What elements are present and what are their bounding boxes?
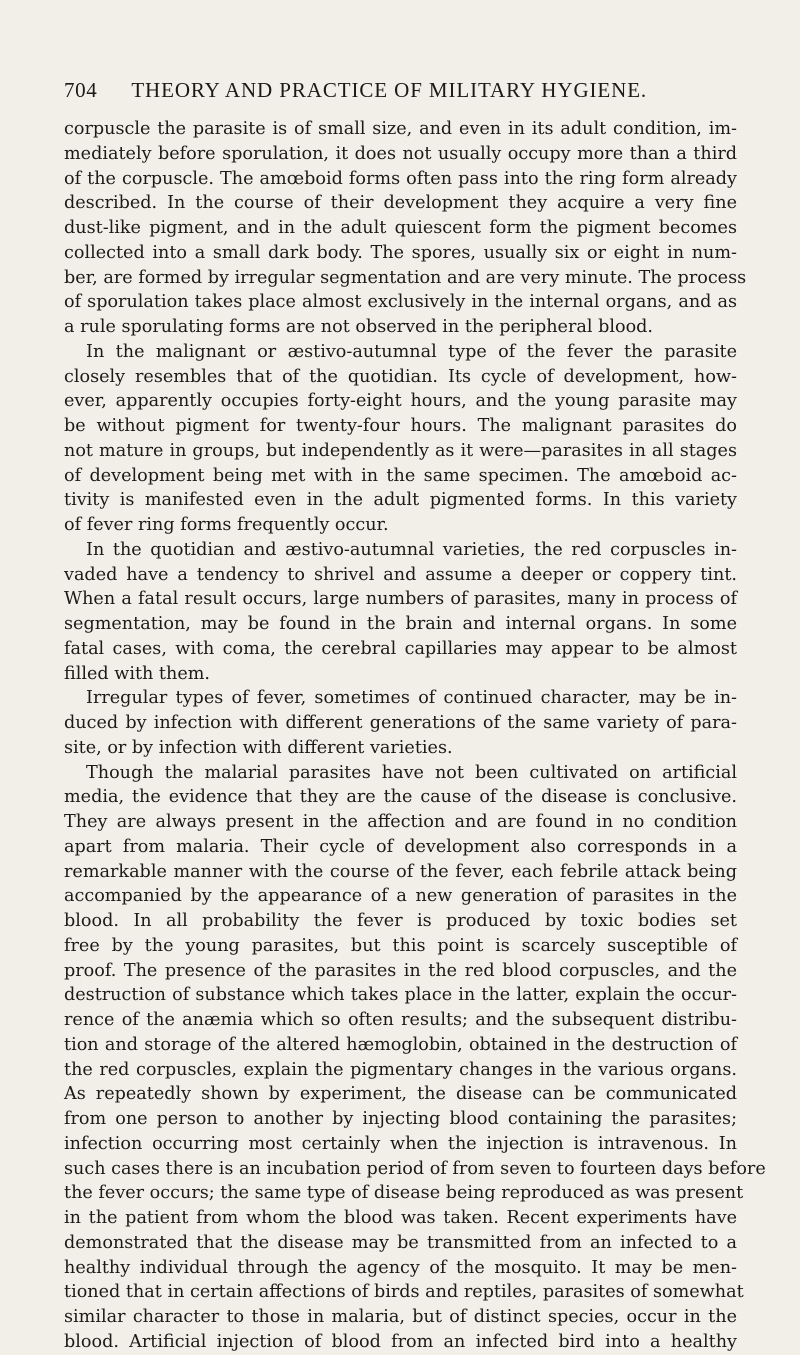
text-line: tioned that in certain affections of birds and reptiles, parasites of somewhat — [64, 1282, 744, 1303]
paragraph-first-line: In the malignant or æstivo-autumnal type of the fever the parasite — [86, 341, 737, 362]
text-line: healthy individual through the agency of the mosquito. It may be men- — [64, 1257, 737, 1278]
text-line: from one person to another by injecting blood containing the parasites; — [64, 1109, 737, 1129]
text-line: mediately before sporulation, it does not usually occupy more than a third — [64, 143, 737, 164]
text-line: described. In the course of their development they acquire a very fine — [64, 193, 737, 214]
text-line: fatal cases, with coma, the cerebral capillaries may appear to be almost — [64, 638, 737, 659]
text-line: in the patient from whom the blood was taken. Recent experiments have — [64, 1208, 737, 1228]
text-line: ever, apparently occupies forty-eight hours, and the young parasite may — [64, 391, 737, 412]
text-line: of sporulation takes place almost exclusively in the internal organs, and as — [64, 292, 737, 313]
text-line: of the corpuscle. The amœboid forms often pass into the ring form already — [64, 168, 737, 189]
text-line: free by the young parasites, but this point is scarcely susceptible of — [64, 935, 737, 956]
text-line: accompanied by the appearance of a new generation of parasites in the — [64, 886, 737, 907]
text-line: not mature in groups, but independently as it were—parasites in all stages — [64, 440, 737, 461]
text-line: media, the evidence that they are the cause of the disease is conclusive. — [64, 787, 737, 808]
text-line: blood. In all probability the fever is produced by toxic bodies set — [64, 911, 737, 931]
paragraph-first-line: In the quotidian and æstivo-autumnal varieties, the red corpuscles in- — [86, 539, 737, 560]
text-line: site, or by infection with different varieties. — [64, 737, 453, 758]
text-line: tivity is manifested even in the adult pigmented forms. In this variety — [64, 490, 737, 511]
text-line: apart from malaria. Their cycle of development also corresponds in a — [64, 836, 737, 857]
text-line: proof. The presence of the parasites in the red blood corpuscles, and the — [64, 960, 737, 981]
text-line: infection occurring most certainly when the injection is intravenous. In — [64, 1133, 737, 1154]
text-line: duced by infection with different generations of the same variety of para- — [64, 713, 737, 733]
text-line: collected into a small dark body. The spores, usually six or eight in num- — [64, 242, 737, 263]
text-line: vaded have a tendency to shrivel and assume a deeper or coppery tint. — [64, 564, 737, 585]
text-line: closely resembles that of the quotidian. Its cycle of development, how- — [64, 366, 737, 387]
text-line: filled with them. — [64, 663, 211, 684]
text-line: dust-like pigment, and in the adult quiescent form the pigment becomes — [64, 218, 737, 238]
running-title: THEORY AND PRACTICE OF MILITARY HYGIENE. — [131, 78, 648, 102]
text-line: As repeatedly shown by experiment, the disease can be communicated — [64, 1084, 737, 1105]
text-line: similar character to those in malaria, but of distinct species, occur in the — [64, 1307, 737, 1327]
running-header — [64, 78, 737, 103]
text-line: of development being met with in the same specimen. The amœboid ac- — [64, 465, 737, 486]
text-line: blood. Artificial injection of blood from an infected bird into a healthy — [64, 1331, 737, 1352]
text-line: When a fatal result occurs, large numbers of parasites, many in process of — [64, 589, 737, 610]
text-line: destruction of substance which takes place in the latter, explain the occur- — [64, 985, 737, 1006]
text-line: remarkable manner with the course of the fever, each febrile attack being — [64, 861, 737, 882]
page-number: 704 — [64, 78, 98, 102]
text-line: such cases there is an incubation period of from seven to fourteen days before — [64, 1158, 766, 1179]
text-line: the fever occurs; the same type of disease being reproduced as was present — [64, 1183, 744, 1204]
paragraph-first-line: Irregular types of fever, sometimes of continued character, may be in- — [86, 688, 737, 709]
body-text — [64, 117, 766, 1355]
text-line: They are always present in the affection and are found in no condition — [64, 812, 737, 832]
text-line: of fever ring forms frequently occur. — [64, 515, 389, 535]
text-line: the red corpuscles, explain the pigmentary changes in the various organs. — [64, 1059, 737, 1080]
text-line: tion and storage of the altered hæmoglobin, obtained in the destruction of — [64, 1034, 737, 1055]
text-line: a rule sporulating forms are not observed in the peripheral blood. — [64, 317, 654, 337]
text-line: segmentation, may be found in the brain and internal organs. In some — [64, 614, 737, 634]
text-line: be without pigment for twenty-four hours. The malignant parasites do — [64, 416, 737, 436]
text-line: demonstrated that the disease may be transmitted from an infected to a — [64, 1232, 737, 1253]
paragraph-first-line: Though the malarial parasites have not been cultivated on artificial — [86, 762, 737, 783]
text-line: rence of the anæmia which so often results; and the subsequent distribu- — [64, 1010, 737, 1030]
text-line: ber, are formed by irregular segmentation and are very minute. The process — [64, 267, 747, 288]
text-line: corpuscle the parasite is of small size, and even in its adult condition, im- — [64, 119, 737, 139]
